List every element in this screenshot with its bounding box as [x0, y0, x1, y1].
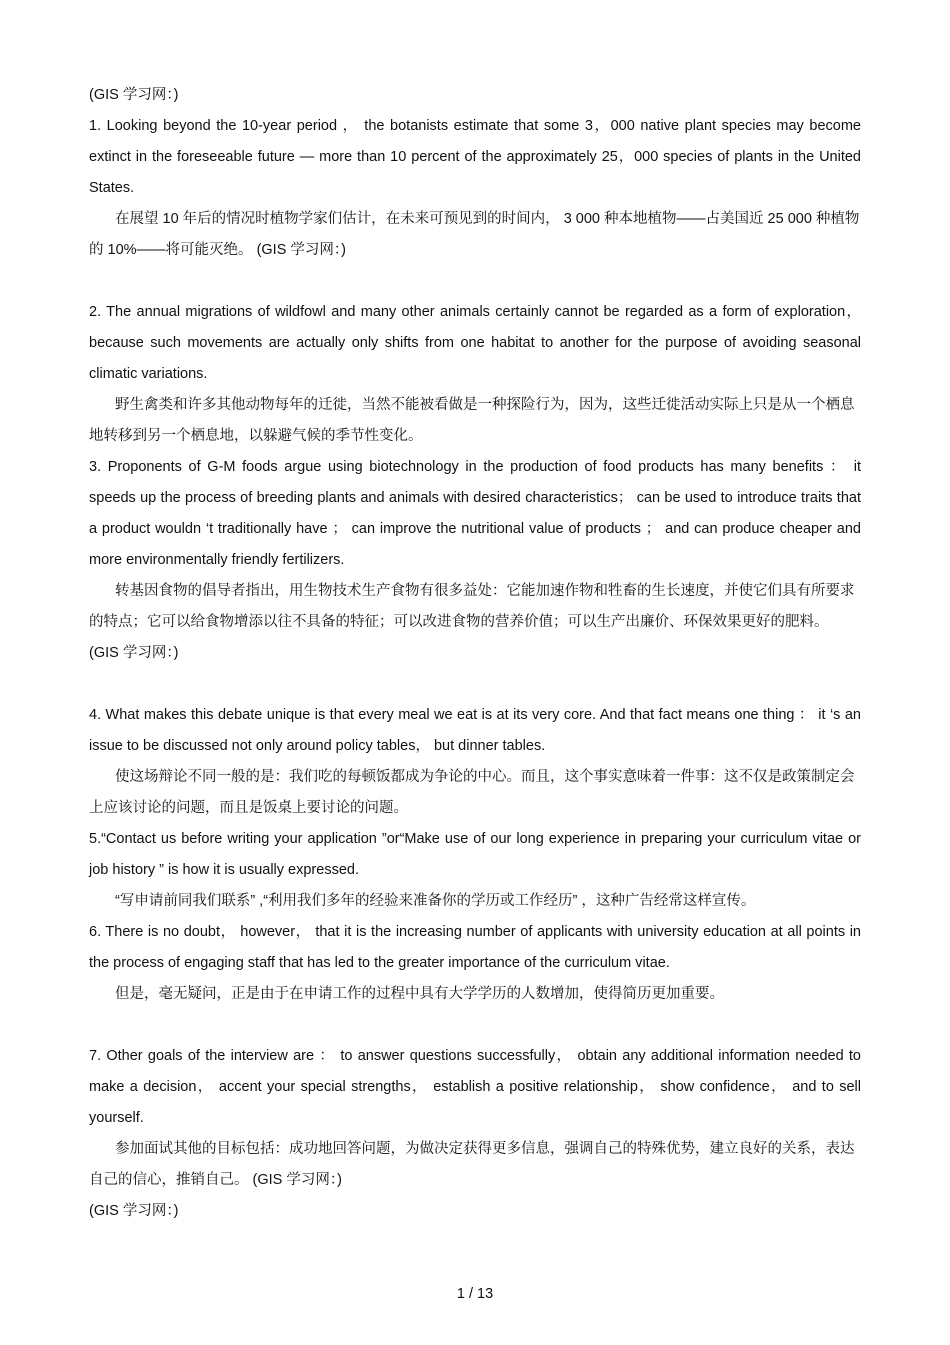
sentence-3-english: 3. Proponents of G-M foods argue using biotechnology in the production of food products has many benefits ： it speeds up the process of breeding plants and animals with desired characteristics； can be used to introduce traits that a product wouldn ‘t traditionally have ； can improve the nutritional value of products ； and can produce cheaper and more environmentally friendly fertilizers.: [89, 459, 861, 568]
sentence-7-english: 7. Other goals of the interview are ： to answer questions successfully， obtain any additional information needed to make a decision， accent your special strengths， establish a positive relationship， show confidence， and to sell yourself.: [89, 1048, 861, 1126]
sentence-6-chinese: 但是，毫无疑问，正是由于在申请工作的过程中具有大学学历的人数增加，使得简历更加重要。: [115, 986, 724, 1002]
source-note-7: (GIS 学习网：): [89, 1203, 179, 1219]
spacer: [89, 669, 861, 700]
sentence-7-chinese: 参加面试其他的目标包括：成功地回答问题，为做决定获得更多信息，强调自己的特殊优势，建立良好的关系，表达自己的信心，推销自己。 (GIS 学习网：): [89, 1141, 855, 1188]
source-note-3: (GIS 学习网：): [89, 645, 179, 661]
sentence-3-chinese: 转基因食物的倡导者指出，用生物技术生产食物有很多益处：它能加速作物和牲畜的生长速度，并使它们具有所要求的特点；它可以给食物增添以往不具备的特征；可以改进食物的营养价值；可以生产出廉价、环保效果更好的肥料。: [89, 583, 855, 630]
spacer: [89, 266, 861, 297]
sentence-1-chinese: 在展望 10 年后的情况时植物学家们估计，在未来可预见到的时间内， 3 000 种本地植物——占美国近 25 000 种植物的 10%——将可能灭绝。 (GIS 学习网：): [89, 211, 860, 258]
document-page: [89, 80, 861, 1227]
sentence-2-english: 2. The annual migrations of wildfowl and many other animals certainly cannot be regarded as a form of exploration， because such movements are actually only shifts from one habitat to another for the purpose of avoiding seasonal climatic variations.: [89, 304, 861, 382]
sentence-5-chinese: “写申请前同我们联系” ,“利用我们多年的经验来准备你的学历或工作经历” ，这种广告经常这样宣传。: [115, 893, 756, 909]
sentence-3: [89, 452, 861, 638]
sentence-5: [89, 824, 861, 917]
sentence-6-english: 6. There is no doubt， however， that it is the increasing number of applicants with university education at all points in the process of engaging staff that has led to the greater importance of the curriculum vitae.: [89, 924, 861, 971]
sentence-2-chinese: 野生禽类和许多其他动物每年的迁徙，当然不能被看做是一种探险行为，因为，这些迁徙活动实际上只是从一个栖息地转移到另一个栖息地，以躲避气候的季节性变化。: [89, 397, 855, 444]
sentence-7: [89, 1041, 861, 1196]
sentence-1-english: 1. Looking beyond the 10-year period ， the botanists estimate that some 3，000 native plant species may become extinct in the foreseeable future — more than 10 percent of the approximately 25，000 species of plants in the United States.: [89, 118, 861, 196]
sentence-1: [89, 111, 861, 266]
page-number: 1 / 13: [456, 1286, 494, 1302]
sentence-5-english: 5.“Contact us before writing your application ”or“Make use of our long experience in preparing your curriculum vitae or job history ” is how it is usually expressed.: [89, 831, 861, 878]
sentence-4: [89, 700, 861, 824]
spacer: [89, 1010, 861, 1041]
sentence-4-english: 4. What makes this debate unique is that every meal we eat is at its very core. And that fact means one thing ： it ‘s an issue to be discussed not only around policy tables， but dinner tables.: [89, 707, 861, 754]
sentence-2: [89, 297, 861, 452]
header-note: (GIS 学习网：): [89, 87, 179, 103]
sentence-4-chinese: 使这场辩论不同一般的是：我们吃的每顿饭都成为争论的中心。而且，这个事实意味着一件事：这不仅是政策制定会上应该讨论的问题，而且是饭桌上要讨论的问题。: [89, 769, 855, 816]
sentence-6: [89, 917, 861, 1010]
